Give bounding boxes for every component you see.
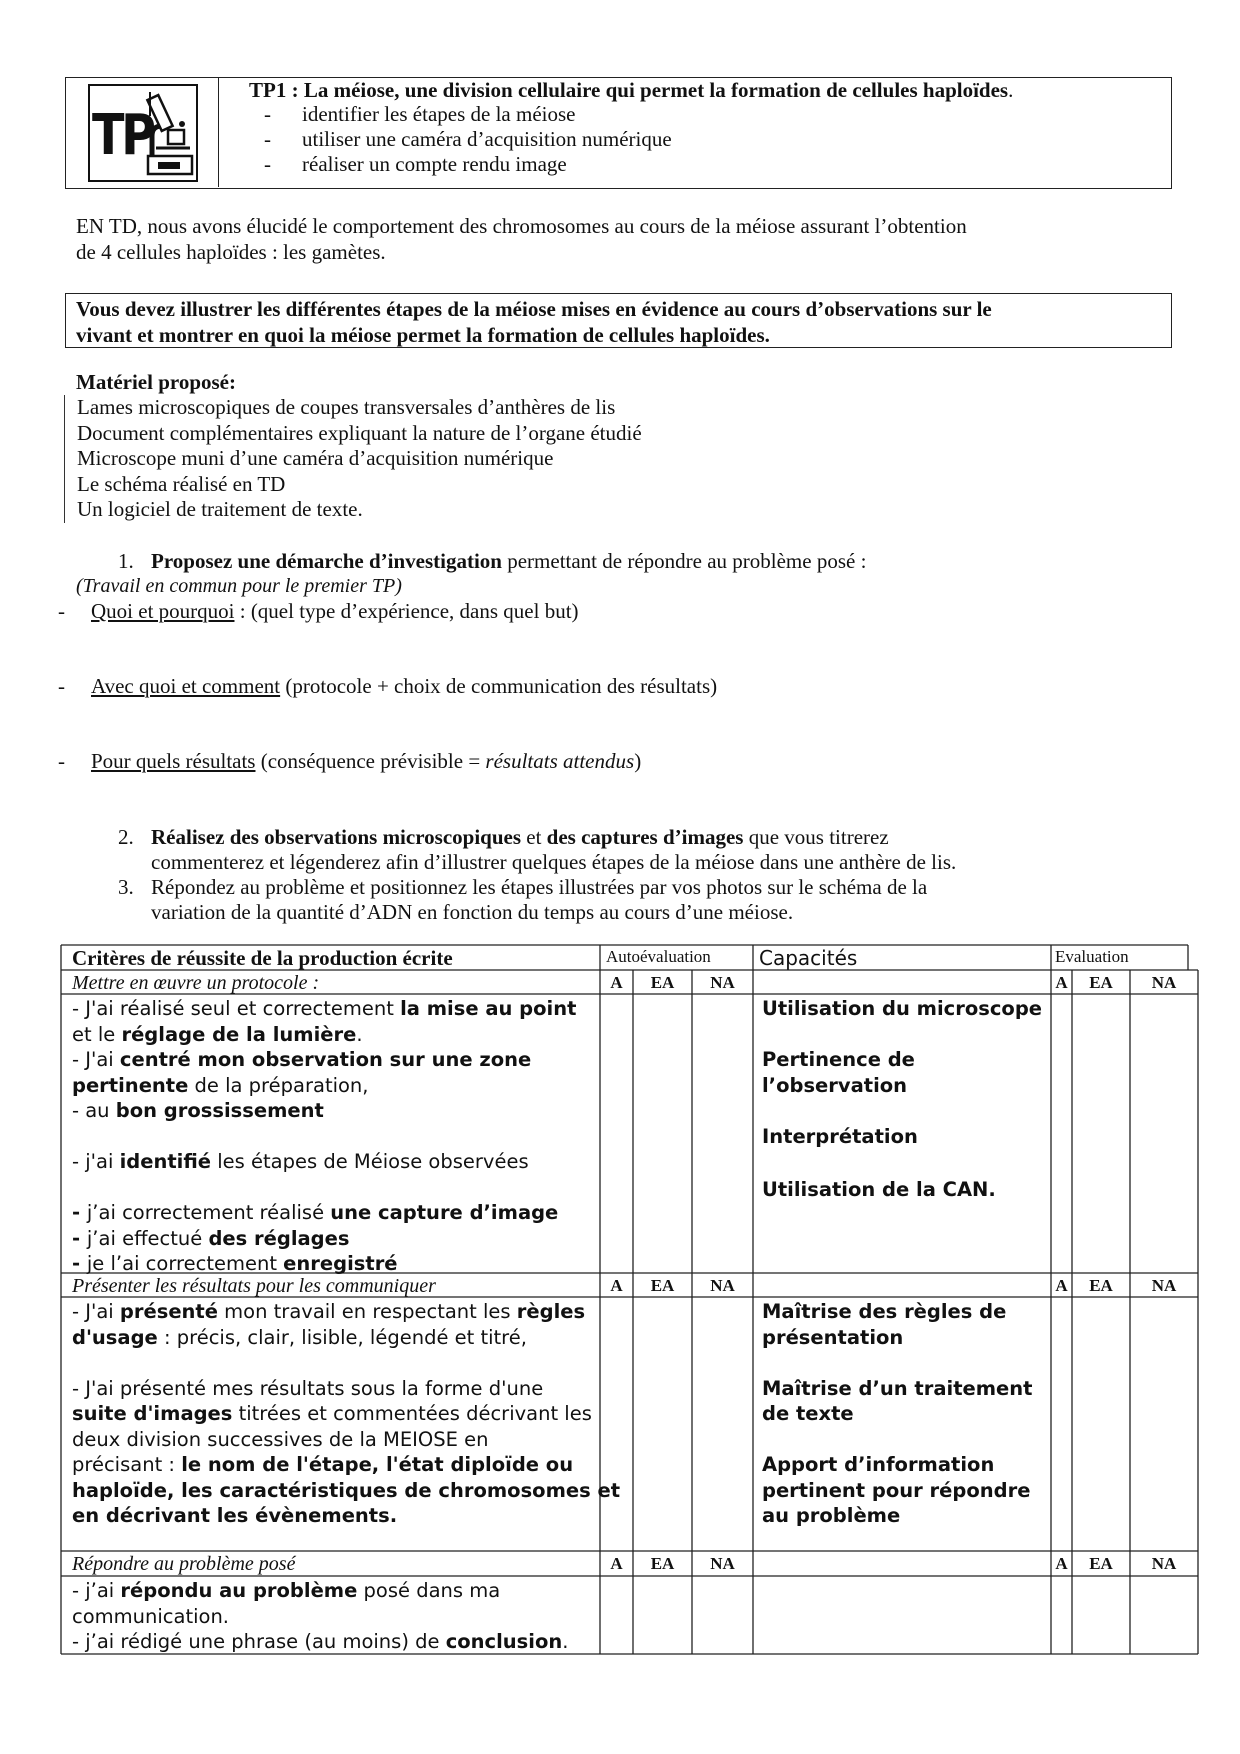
header-evaluation: Evaluation (1055, 947, 1129, 966)
bullet-avec-quoi: - Avec quoi et comment (protocole + choix de communication des résultats) (58, 674, 718, 698)
materiel-item: Document complémentaires expliquant la nature de l’organe étudié (77, 420, 642, 445)
capacites-protocole: Utilisation du microscope Pertinence de l’observation Interprétation Utilisation de la CAN. (762, 997, 1042, 1201)
col-ea: EA (650, 973, 675, 992)
col-ea: EA (1089, 973, 1113, 992)
task-line: Vous devez illustrer les différentes étapes de la méiose mises en évidence au cours d’observations sur le (76, 297, 992, 321)
header-autoevaluation: Autoévaluation (606, 947, 711, 966)
col-ea: EA (650, 1276, 675, 1295)
col-ea: EA (650, 1554, 675, 1573)
criteria-presenter: - J'ai présenté mon travail en respectant les règles d'usage : précis, clair, lisible, légendé et titré, - J'ai présenté mes résultats sous la forme d'une suite d'images titrées et commentées décrivant les deux division successives de la MEIOSE en précisant : le nom de l'étape, l'état diploïde ou haploïde, les caractéristiques de chromosomes et en décrivant les évènements. (72, 1300, 621, 1527)
intro-line: de 4 cellules haploïdes : les gamètes. (76, 240, 386, 264)
tp-logo (88, 84, 198, 182)
question-2: 2. Réalisez des observations microscopiques et des captures d’images que vous titrerez commenterez et légenderez afin d’illustrer quelques étapes de la méiose dans une anthère de lis. (118, 825, 957, 874)
col-a: A (610, 973, 623, 992)
materiel-item: Un logiciel de traitement de texte. (77, 497, 363, 521)
criteria-repondre: - j’ai répondu au problème posé dans ma communication. - j’ai rédigé une phrase (au moins) de conclusion. (72, 1579, 569, 1653)
logo-cell (66, 78, 219, 187)
task-box (65, 293, 1172, 348)
intro-paragraph (76, 213, 1176, 265)
col-a: A (1055, 973, 1068, 992)
materiel-item: Microscope muni d’une caméra d’acquisition numérique (77, 446, 554, 470)
header-criteres: Critères de réussite de la production écrite (72, 946, 453, 970)
col-na: NA (710, 973, 735, 992)
tp-title: TP1 : La méiose, une division cellulaire qui permet la formation de cellules haploïdes. (249, 78, 1014, 102)
header-box (65, 77, 1172, 189)
section-title-repondre: Répondre au problème posé (72, 1553, 296, 1575)
section-title-presenter: Présenter les résultats pour les communiquer (72, 1275, 436, 1297)
col-a: A (1055, 1554, 1068, 1573)
col-a: A (610, 1554, 623, 1573)
col-na: NA (710, 1554, 735, 1573)
bullet-quoi: - Quoi et pourquoi : (quel type d’expérience, dans quel but) (58, 599, 579, 623)
task-line: vivant et montrer en quoi la méiose permet la formation de cellules haploïdes. (76, 323, 770, 347)
col-na: NA (1151, 1554, 1177, 1573)
materiel-list (64, 395, 642, 523)
header-capacites: Capacités (759, 946, 858, 970)
bullet-resultats: - Pour quels résultats (conséquence prévisible = résultats attendus) (58, 749, 642, 773)
question-3: 3. Répondez au problème et positionnez les étapes illustrées par vos photos sur le schéma de la variation de la quantité d’ADN en fonction du temps au cours d’une méiose. (118, 875, 928, 924)
materiel-item: Lames microscopiques de coupes transversales d’anthères de lis (77, 395, 616, 419)
col-na: NA (1151, 1276, 1177, 1295)
col-na: NA (710, 1276, 735, 1295)
col-na: NA (1151, 973, 1177, 992)
col-a: A (610, 1276, 623, 1295)
col-ea: EA (1089, 1276, 1113, 1295)
intro-line: EN TD, nous avons élucidé le comportement des chromosomes au cours de la méiose assurant l’obtention (76, 214, 967, 238)
col-ea: EA (1089, 1554, 1113, 1573)
question-1: 1. Proposez une démarche d’investigation permettant de répondre au problème posé : (118, 549, 867, 573)
objective-item: - utiliser une caméra d’acquisition numérique (264, 127, 672, 151)
materiel-title: Matériel proposé: (76, 370, 236, 394)
capacites-presenter: Maîtrise des règles de présentation Maîtrise d’un traitement de texte Apport d’information pertinent pour répondre au problème (762, 1300, 1033, 1527)
col-a: A (1055, 1276, 1068, 1295)
objective-item: - identifier les étapes de la méiose (264, 102, 576, 126)
criteria-protocole: - J'ai réalisé seul et correctement la mise au point et le réglage de la lumière. - J'ai centré mon observation sur une zone pertinente de la préparation, - au bon grossissement - j'ai identifié les étapes de Méiose observées - j’ai correctement réalisé une capture d’image - j’ai effectué des réglages - je l’ai correctement enregistré (72, 997, 577, 1275)
materiel-item: Le schéma réalisé en TD (77, 471, 286, 496)
objective-item: - réaliser un compte rendu image (264, 152, 567, 176)
question-1-note: (Travail en commun pour le premier TP) (76, 575, 402, 597)
section-title-protocole: Mettre en œuvre un protocole : (72, 972, 320, 994)
logo-text: TP (92, 103, 153, 168)
